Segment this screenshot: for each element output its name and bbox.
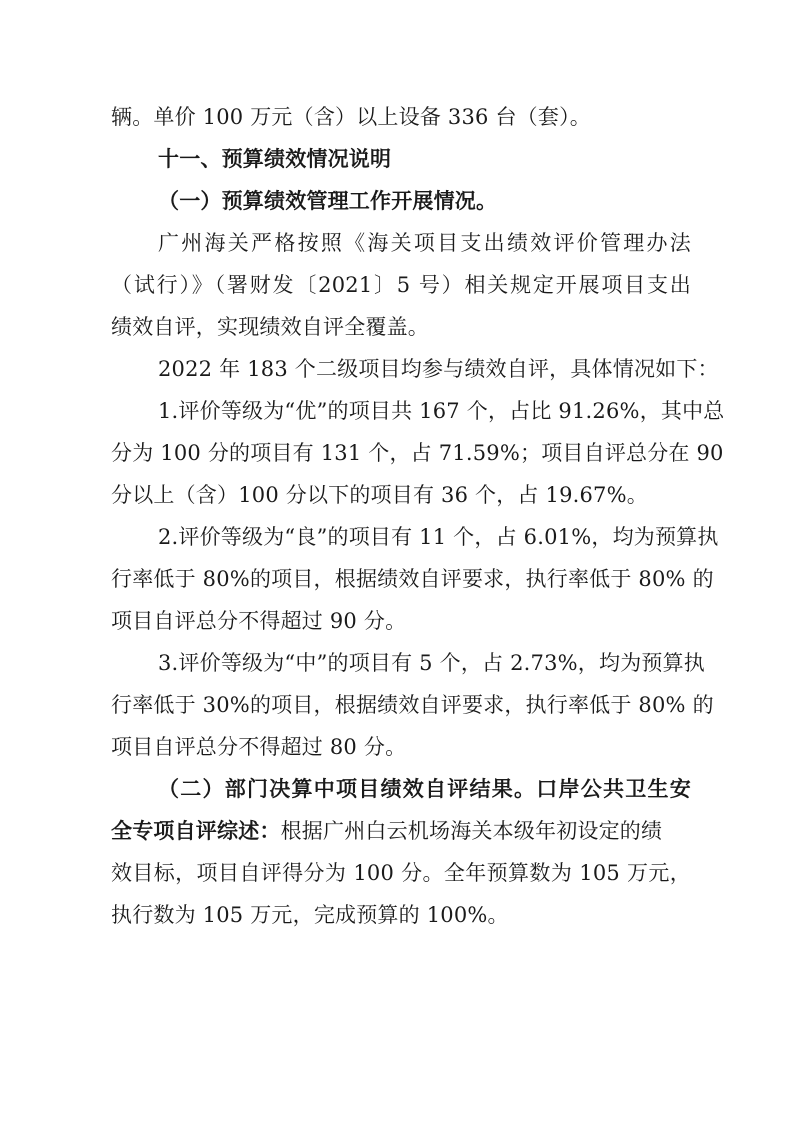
text-line: 项目自评总分不得超过 90 分。 xyxy=(111,609,407,633)
text-line: 1.评价等级为“优”的项目共 167 个，占比 91.26%，其中总 xyxy=(158,399,725,423)
text-line: 分为 100 分的项目有 131 个，占 71.59%；项目自评总分在 90 xyxy=(111,441,724,465)
text-line xyxy=(111,812,691,850)
text-line: 2022 年 183 个二级项目均参与绩效自评，具体情况如下： xyxy=(158,357,719,381)
section-heading: 十一、预算绩效情况说明 xyxy=(158,147,392,171)
subsection-heading: （二）部门决算中项目绩效自评结果。口岸公共卫生安 xyxy=(158,777,691,801)
text-line: 项目自评总分不得超过 80 分。 xyxy=(111,735,407,759)
text-line: 广州海关严格按照《海关项目支出绩效评价管理办法 xyxy=(158,231,691,255)
text-line: 效目标，项目自评得分为 100 分。全年预算数为 105 万元， xyxy=(111,861,691,885)
subsection-heading: （一）预算绩效管理工作开展情况。 xyxy=(158,189,498,213)
text-line: 辆。单价 100 万元（含）以上设备 336 台（套）。 xyxy=(111,105,591,129)
bold-lead: 全专项自评综述： xyxy=(111,819,281,843)
text-run: 根据广州白云机场海关本级年初设定的绩 xyxy=(280,819,663,843)
text-line: 行率低于 80%的项目，根据绩效自评要求，执行率低于 80% 的 xyxy=(111,567,714,591)
text-line: 2.评价等级为“良”的项目有 11 个，占 6.01%，均为预算执 xyxy=(158,525,719,549)
text-line: 执行数为 105 万元，完成预算的 100%。 xyxy=(111,903,509,927)
text-line: 分以上（含）100 分以下的项目有 36 个，占 19.67%。 xyxy=(111,483,648,507)
text-line: 3.评价等级为“中”的项目有 5 个，占 2.73%，均为预算执 xyxy=(158,651,706,675)
text-line: （试行）》（署财发〔2021〕5 号）相关规定开展项目支出 xyxy=(111,273,691,297)
text-line: 行率低于 30%的项目，根据绩效自评要求，执行率低于 80% 的 xyxy=(111,693,714,717)
text-line: 绩效自评，实现绩效自评全覆盖。 xyxy=(111,315,429,339)
